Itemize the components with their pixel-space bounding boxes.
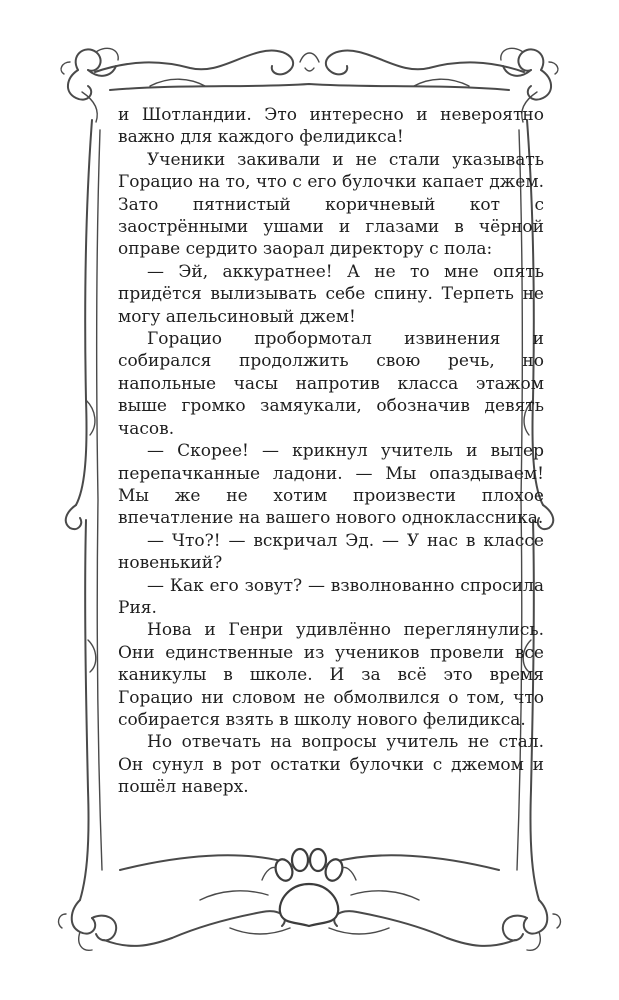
corner-bottom-right bbox=[447, 900, 560, 950]
corner-top-left bbox=[61, 48, 118, 122]
paragraph: — Эй, аккуратнее! А не то мне опять придётся вылизывать себе спину. Терпеть не могу апельсиновый джем! bbox=[118, 261, 544, 327]
paragraph: — Как его зовут? — взволнованно спросила Рия. bbox=[118, 575, 544, 618]
paragraph: — Что?! — вскричал Эд. — У нас в классе новенький? bbox=[118, 530, 544, 574]
paragraph: и Шотландии. Это интересно и невероятно важно для каждого фелидикса! bbox=[118, 105, 544, 148]
paragraph: — Скорее! — крикнул учитель и вытер перепачканные ладони. — Мы опаздываем! Мы же не хотим произвести плохое впечатление на вашего нового одноклассника. bbox=[118, 441, 544, 529]
top-border-ornament bbox=[95, 51, 524, 90]
left-border-ornament bbox=[66, 120, 102, 900]
paragraph: Но отвечать на вопросы учитель не стал. Он сунул в рот остатки булочки с джемом и пошёл наверх. bbox=[118, 732, 544, 798]
paragraph: Нова и Генри удивлённо переглянулись. Они единственные из учеников провели все каникулы в школе. И за всё это время Горацио ни словом не обмолвился о том, что собирается взять в школу нового фелидикса. bbox=[118, 620, 544, 730]
page-text-body bbox=[118, 104, 544, 799]
paragraph: Горацио пробормотал извинения и собирался продолжить свою речь, но напольные часы напротив класса этажом выше громко замяукали, обозначив девять часов. bbox=[118, 329, 544, 439]
paragraph: Ученики закивали и не стали указывать Горацио на то, что с его булочки капает джем. Зато пятнистый коричневый кот с заострёнными ушами и глазами в чёрной оправе сердито заорал директору с пола: bbox=[118, 149, 544, 260]
corner-bottom-left bbox=[59, 900, 172, 950]
